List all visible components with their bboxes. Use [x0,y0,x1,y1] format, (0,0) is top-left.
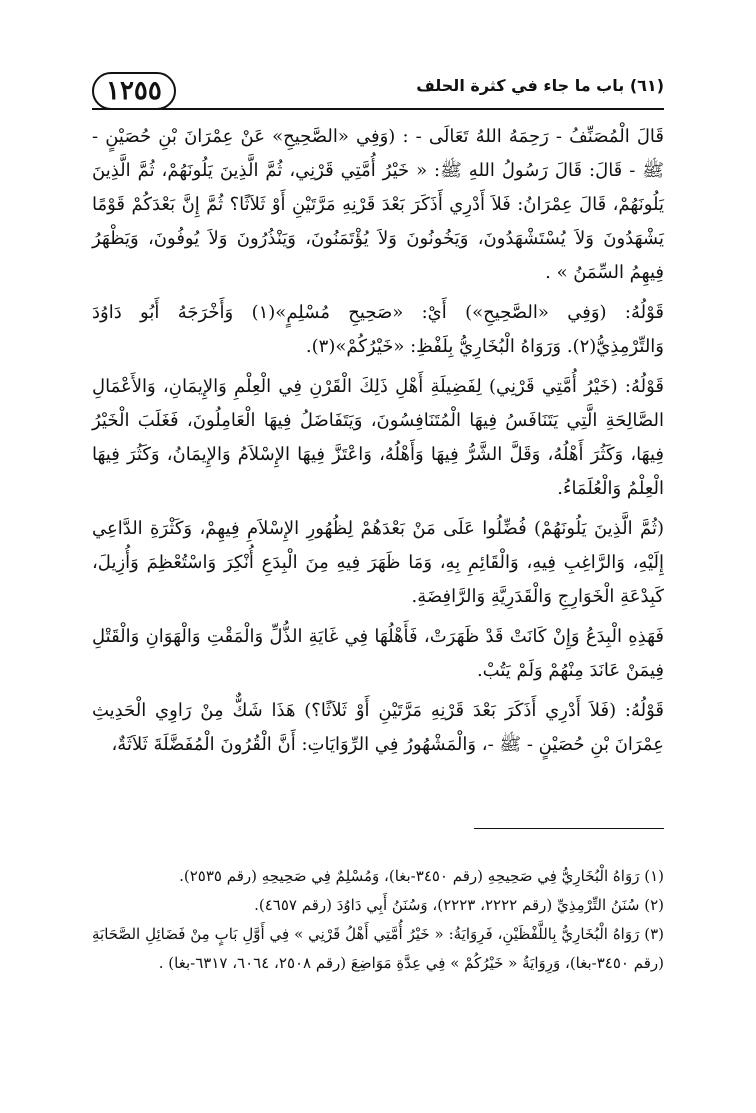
footnotes [92,862,664,978]
chapter-title: (٦١) باب ما جاء في كثرة الحلف [416,76,664,95]
header-rule [92,108,664,110]
footnote: (٣) رَوَاهُ الْبُخَارِيُّ بِاللَّفْظَيْنِ، فَرِوَايَةُ: « خَيْرُ أُمَّتِي أَهْلُ قَرْنِي » فِي أَوَّلِ بَابٍ مِنْ فَضَائِلِ الصَّحَابَةِ (رقم ٣٤٥٠-بغا)، وَرِوَايَةُ « خَيْرُكُمْ » فِي عِدَّةِ مَوَاضِعَ (رقم ٢٥٠٨، ٦٠٦٤، ٦٣١٧-بغا) . [92,925,664,972]
paragraph: (ثُمَّ الَّذِينَ يَلُونَهُمْ) فُضِّلُوا عَلَى مَنْ بَعْدَهُمْ لِظُهُورِ الإِسْلاَمِ فِيهِمْ، وَكَثْرَةِ الدَّاعِي إِلَيْهِ، وَالرَّاغِبِ فِيهِ، وَالْقَائِمِ بِهِ، وَمَا ظَهَرَ فِيهِ مِنَ الْبِدَعِ أُنْكِرَ وَاسْتُعْظِمَ وَأُزِيلَ، كَبِدْعَةِ الْخَوَارِجِ وَالْقَدَرِيَّةِ وَالرَّافِضَةِ. [92,518,664,607]
paragraph: فَهَذِهِ الْبِدَعُ وَإِنْ كَانَتْ قَدْ ظَهَرَتْ، فَأَهْلُهَا فِي غَايَةِ الذُّلِّ وَالْمَقْتِ وَالْهَوَانِ وَالْقَتْلِ فِيمَنْ عَانَدَ مِنْهُمْ وَلَمْ يَتُبْ. [92,626,664,681]
paragraph: قَوْلُهُ: (وَفِي «الصَّحِيحِ») أَيْ: «صَحِيحِ مُسْلِمٍ»(١) وَأَخْرَجَهُ أَبُو دَاوُدَ وَالتِّرْمِذِيُّ(٢). وَرَوَاهُ الْبُخَارِيُّ بِلَفْظِ: «خَيْرُكُمْ»(٣). [92,302,664,357]
paragraph: قَوْلُهُ: (فَلاَ أَدْرِي أَذَكَرَ بَعْدَ قَرْنِهِ مَرَّتَيْنِ أَوْ ثَلاَثًا؟) هَذَا شَكٌّ مِنْ رَاوِي الْحَدِيثِ عِمْرَانَ بْنِ حُصَيْنٍ - ﷺ -، وَالْمَشْهُورُ فِي الرِّوَايَاتِ: أَنَّ الْقُرُونَ الْمُفَضَّلَةَ ثَلاَثَةٌ، [92,700,664,755]
footnote: (٢) سُنَنُ التِّرْمِذِيِّ (رقم ٢٢٢٢، ٢٢٢٣)، وَسُنَنُ أَبِي دَاوُدَ (رقم ٤٦٥٧). [254,896,664,914]
page-header [92,74,664,108]
main-text [92,120,664,768]
paragraph: قَوْلُهُ: (خَيْرُ أُمَّتِي قَرْنِي) لِفَضِيلَةِ أَهْلِ ذَلِكَ الْقَرْنِ فِي الْعِلْمِ وَالإِيمَانِ، وَالأَعْمَالِ الصَّالِحَةِ الَّتِي يَتَنَافَسُ فِيهَا الْمُتَنَافِسُونَ، وَيَتَفَاضَلُ فِيهَا الْعَامِلُونَ، فَغَلَبَ الْخَيْرُ فِيهَا، وَكَثُرَ أَهْلُهُ، وَقَلَّ الشَّرُّ فِيهَا وَأَهْلُهُ، وَاعْتَزَّ فِيهَا الإِسْلاَمُ وَالإِيمَانُ، وَكَثُرَ فِيهَا الْعِلْمُ وَالْعُلَمَاءُ. [92,376,664,499]
paragraph: قَالَ الْمُصَنِّفُ - رَحِمَهُ اللهُ تَعَالَى - : (وَفِي «الصَّحِيحِ» عَنْ عِمْرَانَ بْنِ حُصَيْنٍ - ﷺ - قَالَ: قَالَ رَسُولُ اللهِ ﷺ: « خَيْرُ أُمَّتِي قَرْنِي، ثُمَّ الَّذِينَ يَلُونَهُمْ، ثُمَّ الَّذِينَ يَلُونَهُمْ، قَالَ عِمْرَانُ: فَلاَ أَدْرِي أَذَكَرَ بَعْدَ قَرْنِهِ مَرَّتَيْنِ أَوْ ثَلاَثًا؟ ثُمَّ إِنَّ بَعْدَكُمْ قَوْمًا يَشْهَدُونَ وَلاَ يُسْتَشْهَدُونَ، وَيَخُونُونَ وَلاَ يُؤْتَمَنُونَ، وَيَنْذُرُونَ وَلاَ يُوفُونَ، وَيَظْهَرُ فِيهِمُ السِّمَنُ » . [92,126,664,283]
page-number: ١٢٥٥ [92,72,176,110]
footnote-separator [474,828,664,829]
footnote: (١) رَوَاهُ الْبُخَارِيُّ فِي صَحِيحِهِ (رقم ٣٤٥٠-بغا)، وَمُسْلِمٌ فِي صَحِيحِهِ (رقم ٢٥٣٥). [179,867,664,885]
